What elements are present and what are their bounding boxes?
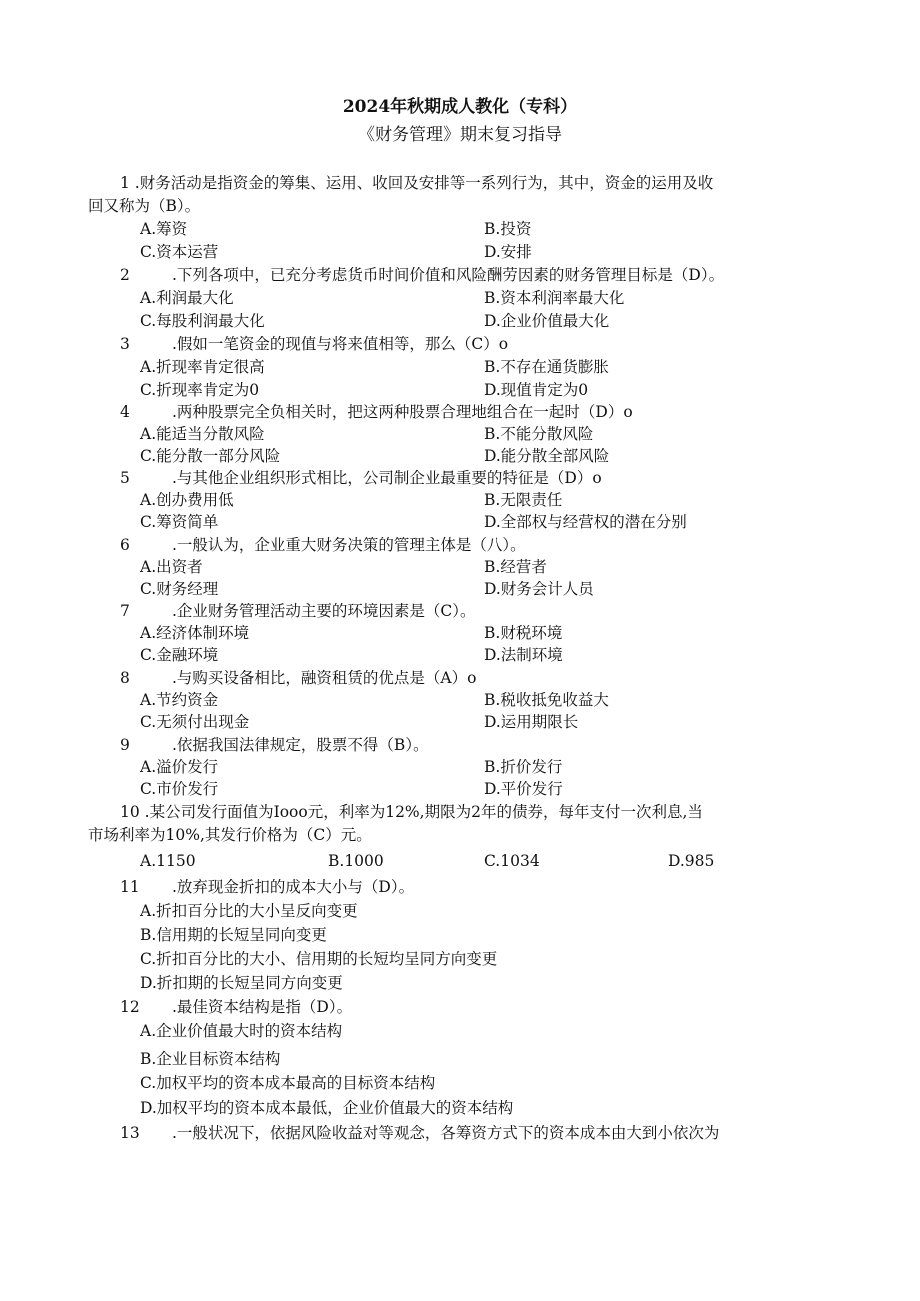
- option-b: B.信用期的长短呈同向变更: [140, 926, 327, 944]
- option-a: A.1150: [140, 852, 196, 870]
- question-number: 3: [120, 335, 130, 353]
- question-text: .依据我国法律规定，股票不得（B）。: [172, 736, 429, 754]
- option-b: B.无限责任: [484, 491, 563, 509]
- question-text: .假如一笔资金的现值与将来值相等，那么（C）o: [172, 335, 509, 353]
- option-d: D.985: [668, 852, 715, 870]
- document-title: 2024年秋期成人教化（专科）: [342, 97, 578, 117]
- option-b: B.不存在通货膨胀: [484, 358, 609, 376]
- question-text: .放弃现金折扣的成本大小与（D）。: [172, 878, 415, 896]
- option-d: D.全部权与经营权的潜在分别: [484, 513, 687, 531]
- option-b: B.经营者: [484, 558, 547, 576]
- option-b: B.税收抵免收益大: [484, 691, 609, 709]
- option-a: A.出资者: [140, 558, 203, 576]
- question-number: 7: [120, 602, 130, 620]
- question-8: [120, 667, 476, 689]
- option-b: B.企业目标资本结构: [140, 1050, 281, 1068]
- question-6: [120, 534, 526, 556]
- option-d: D.加权平均的资本成本最低，企业价值最大的资本结构: [140, 1099, 514, 1117]
- question-9: [120, 734, 429, 756]
- question-10: [120, 801, 703, 823]
- question-number: 11: [120, 878, 140, 896]
- question-number: 13: [120, 1124, 140, 1142]
- option-c: C.金融环境: [140, 646, 219, 664]
- document-subtitle: 《财务管理》期末复习指导: [358, 125, 562, 145]
- question-number: 4: [120, 403, 130, 421]
- option-a: A.能适当分散风险: [140, 425, 265, 443]
- question-text: .财务活动是指资金的筹集、运用、收回及安排等一系列行为，其中，资金的运用及收: [129, 174, 714, 192]
- option-c: C.能分散一部分风险: [140, 447, 281, 465]
- question-3: [120, 333, 508, 355]
- option-d: D.折扣期的长短呈同方向变更: [140, 974, 343, 992]
- option-b: B.1000: [328, 852, 384, 870]
- question-number: 12: [120, 998, 140, 1016]
- option-a: A.利润最大化: [140, 289, 234, 307]
- question-2: [120, 264, 724, 286]
- option-c: C.折现率肯定为0: [140, 381, 260, 399]
- option-c: C.筹资简单: [140, 513, 219, 531]
- question-text: .下列各项中，已充分考虑货币时间价值和风险酬劳因素的财务管理目标是（D）。: [172, 266, 725, 284]
- question-5: [120, 467, 602, 489]
- question-7: [120, 600, 476, 622]
- question-12: [120, 996, 352, 1018]
- option-a: A.折扣百分比的大小呈反向变更: [140, 902, 358, 920]
- question-number: 5: [120, 469, 130, 487]
- question-13: [120, 1122, 719, 1144]
- question-text: .某公司发行面值为Iooo元，利率为12%,期限为2年的债券，每年支付一次利息,当: [139, 803, 703, 821]
- question-number: 9: [120, 736, 130, 754]
- option-d: D.能分散全部风险: [484, 447, 610, 465]
- option-c: C.折扣百分比的大小、信用期的长短均呈同方向变更: [140, 950, 498, 968]
- question-text: .两种股票完全负相关时，把这两种股票合理地组合在一起时（D）o: [172, 403, 633, 421]
- option-c: C.加权平均的资本成本最高的目标资本结构: [140, 1074, 436, 1092]
- question-number: 10: [120, 803, 140, 821]
- option-a: A.创办费用低: [140, 491, 234, 509]
- question-text: .一般认为，企业重大财务决策的管理主体是（八）。: [172, 536, 526, 554]
- option-a: A.节约资金: [140, 691, 219, 709]
- option-c: C.无须付出现金: [140, 713, 250, 731]
- option-d: D.运用期限长: [484, 713, 579, 731]
- question-4: [120, 401, 633, 423]
- option-c: C.资本运营: [140, 243, 219, 261]
- option-c: C.1034: [484, 852, 540, 870]
- option-c: C.每股利润最大化: [140, 312, 265, 330]
- option-b: B.折价发行: [484, 758, 563, 776]
- question-number: 1: [120, 174, 130, 192]
- option-b: B.不能分散风险: [484, 425, 594, 443]
- option-a: A.折现率肯定很高: [140, 358, 265, 376]
- question-text: .与购买设备相比，融资租赁的优点是（A）o: [172, 669, 477, 687]
- option-d: D.企业价值最大化: [484, 312, 610, 330]
- question-text-continued: 回又称为（B）。: [88, 197, 201, 215]
- option-a: A.企业价值最大时的资本结构: [140, 1022, 343, 1040]
- option-a: A.溢价发行: [140, 758, 219, 776]
- option-b: B.资本利润率最大化: [484, 289, 625, 307]
- question-11: [120, 876, 414, 898]
- question-text: .企业财务管理活动主要的环境因素是（C）。: [172, 602, 476, 620]
- option-d: D.财务会计人员: [484, 580, 594, 598]
- question-text-continued: 市场利率为10%,其发行价格为（C）元。: [88, 826, 372, 844]
- option-b: B.财税环境: [484, 624, 563, 642]
- option-c: C.市价发行: [140, 780, 219, 798]
- option-a: A.筹资: [140, 220, 188, 238]
- question-number: 2: [120, 266, 130, 284]
- option-c: C.财务经理: [140, 580, 219, 598]
- option-d: D.现值肯定为0: [484, 381, 589, 399]
- option-d: D.法制环境: [484, 646, 563, 664]
- question-number: 8: [120, 669, 130, 687]
- option-a: A.经济体制环境: [140, 624, 250, 642]
- question-text: .与其他企业组织形式相比，公司制企业最重要的特征是（D）o: [172, 469, 602, 487]
- option-d: D.安排: [484, 243, 532, 261]
- option-b: B.投资: [484, 220, 532, 238]
- option-d: D.平价发行: [484, 780, 563, 798]
- question-1: [120, 172, 713, 194]
- question-text: .一般状况下，依据风险收益对等观念，各筹资方式下的资本成本由大到小依次为: [172, 1124, 720, 1142]
- question-text: .最佳资本结构是指（D）。: [172, 998, 353, 1016]
- question-number: 6: [120, 536, 130, 554]
